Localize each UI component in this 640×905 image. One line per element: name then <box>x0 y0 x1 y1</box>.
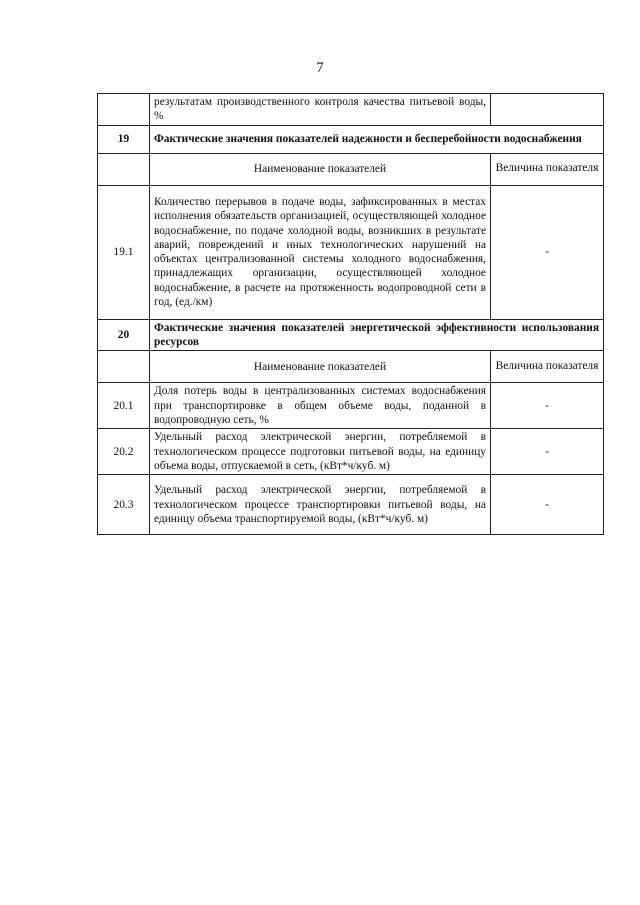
header-name: Наименование показателей <box>150 153 491 185</box>
row-text: Удельный расход электрической энергии, потребляемой в технологическом процессе подготовки питьевой воды, на единицу объема воды, отпускаемой в сеть, (кВт*ч/куб. м) <box>150 429 491 475</box>
header-value: Величина показателя <box>491 351 604 383</box>
table-row <box>98 383 604 429</box>
section-heading-row <box>98 319 604 351</box>
column-header-row <box>98 351 604 383</box>
table-row-continuation <box>98 94 604 126</box>
row-value: - <box>491 429 604 475</box>
row-text: Удельный расход электрической энергии, потребляемой в технологическом процессе транспортировки питьевой воды, на единицу объема транспортируемой воды, (кВт*ч/куб. м) <box>150 475 491 535</box>
row-number: 20.2 <box>98 429 150 475</box>
header-value: Величина показателя <box>491 153 604 185</box>
row-text: Количество перерывов в подаче воды, зафиксированных в местах исполнения обязательств организацией, осуществляющей холодное водоснабжение, по подаче холодной воды, возникших в результате аварий, повреждений и иных технологических нарушений на объектах централизованной системы холодного водоснабжения, принадлежащих организации, осуществляющей холодное водоснабжение, в расчете на протяженность водопроводной сети в год, (ед./км) <box>150 185 491 319</box>
table-row <box>98 429 604 475</box>
row-number: 19.1 <box>98 185 150 319</box>
row-number-cell <box>98 94 150 126</box>
section-number: 19 <box>98 125 150 153</box>
row-number: 20.1 <box>98 383 150 429</box>
section-number: 20 <box>98 319 150 351</box>
row-value: - <box>491 475 604 535</box>
row-value: - <box>491 185 604 319</box>
header-number-cell <box>98 153 150 185</box>
indicators-table <box>97 93 604 535</box>
row-text: результатам производственного контроля качества питьевой воды, % <box>150 94 491 126</box>
row-value <box>491 94 604 126</box>
header-number-cell <box>98 351 150 383</box>
header-name: Наименование показателей <box>150 351 491 383</box>
table-row <box>98 185 604 319</box>
page-number: 7 <box>316 60 324 76</box>
section-title: Фактические значения показателей энергетической эффективности использования ресурсов <box>150 319 604 351</box>
section-heading-row <box>98 125 604 153</box>
row-text: Доля потерь воды в централизованных системах водоснабжения при транспортировке в общем объеме воды, поданной в водопроводную сеть, % <box>150 383 491 429</box>
section-title: Фактические значения показателей надежности и бесперебойности водоснабжения <box>150 125 604 153</box>
row-value: - <box>491 383 604 429</box>
column-header-row <box>98 153 604 185</box>
table-row <box>98 475 604 535</box>
row-number: 20.3 <box>98 475 150 535</box>
